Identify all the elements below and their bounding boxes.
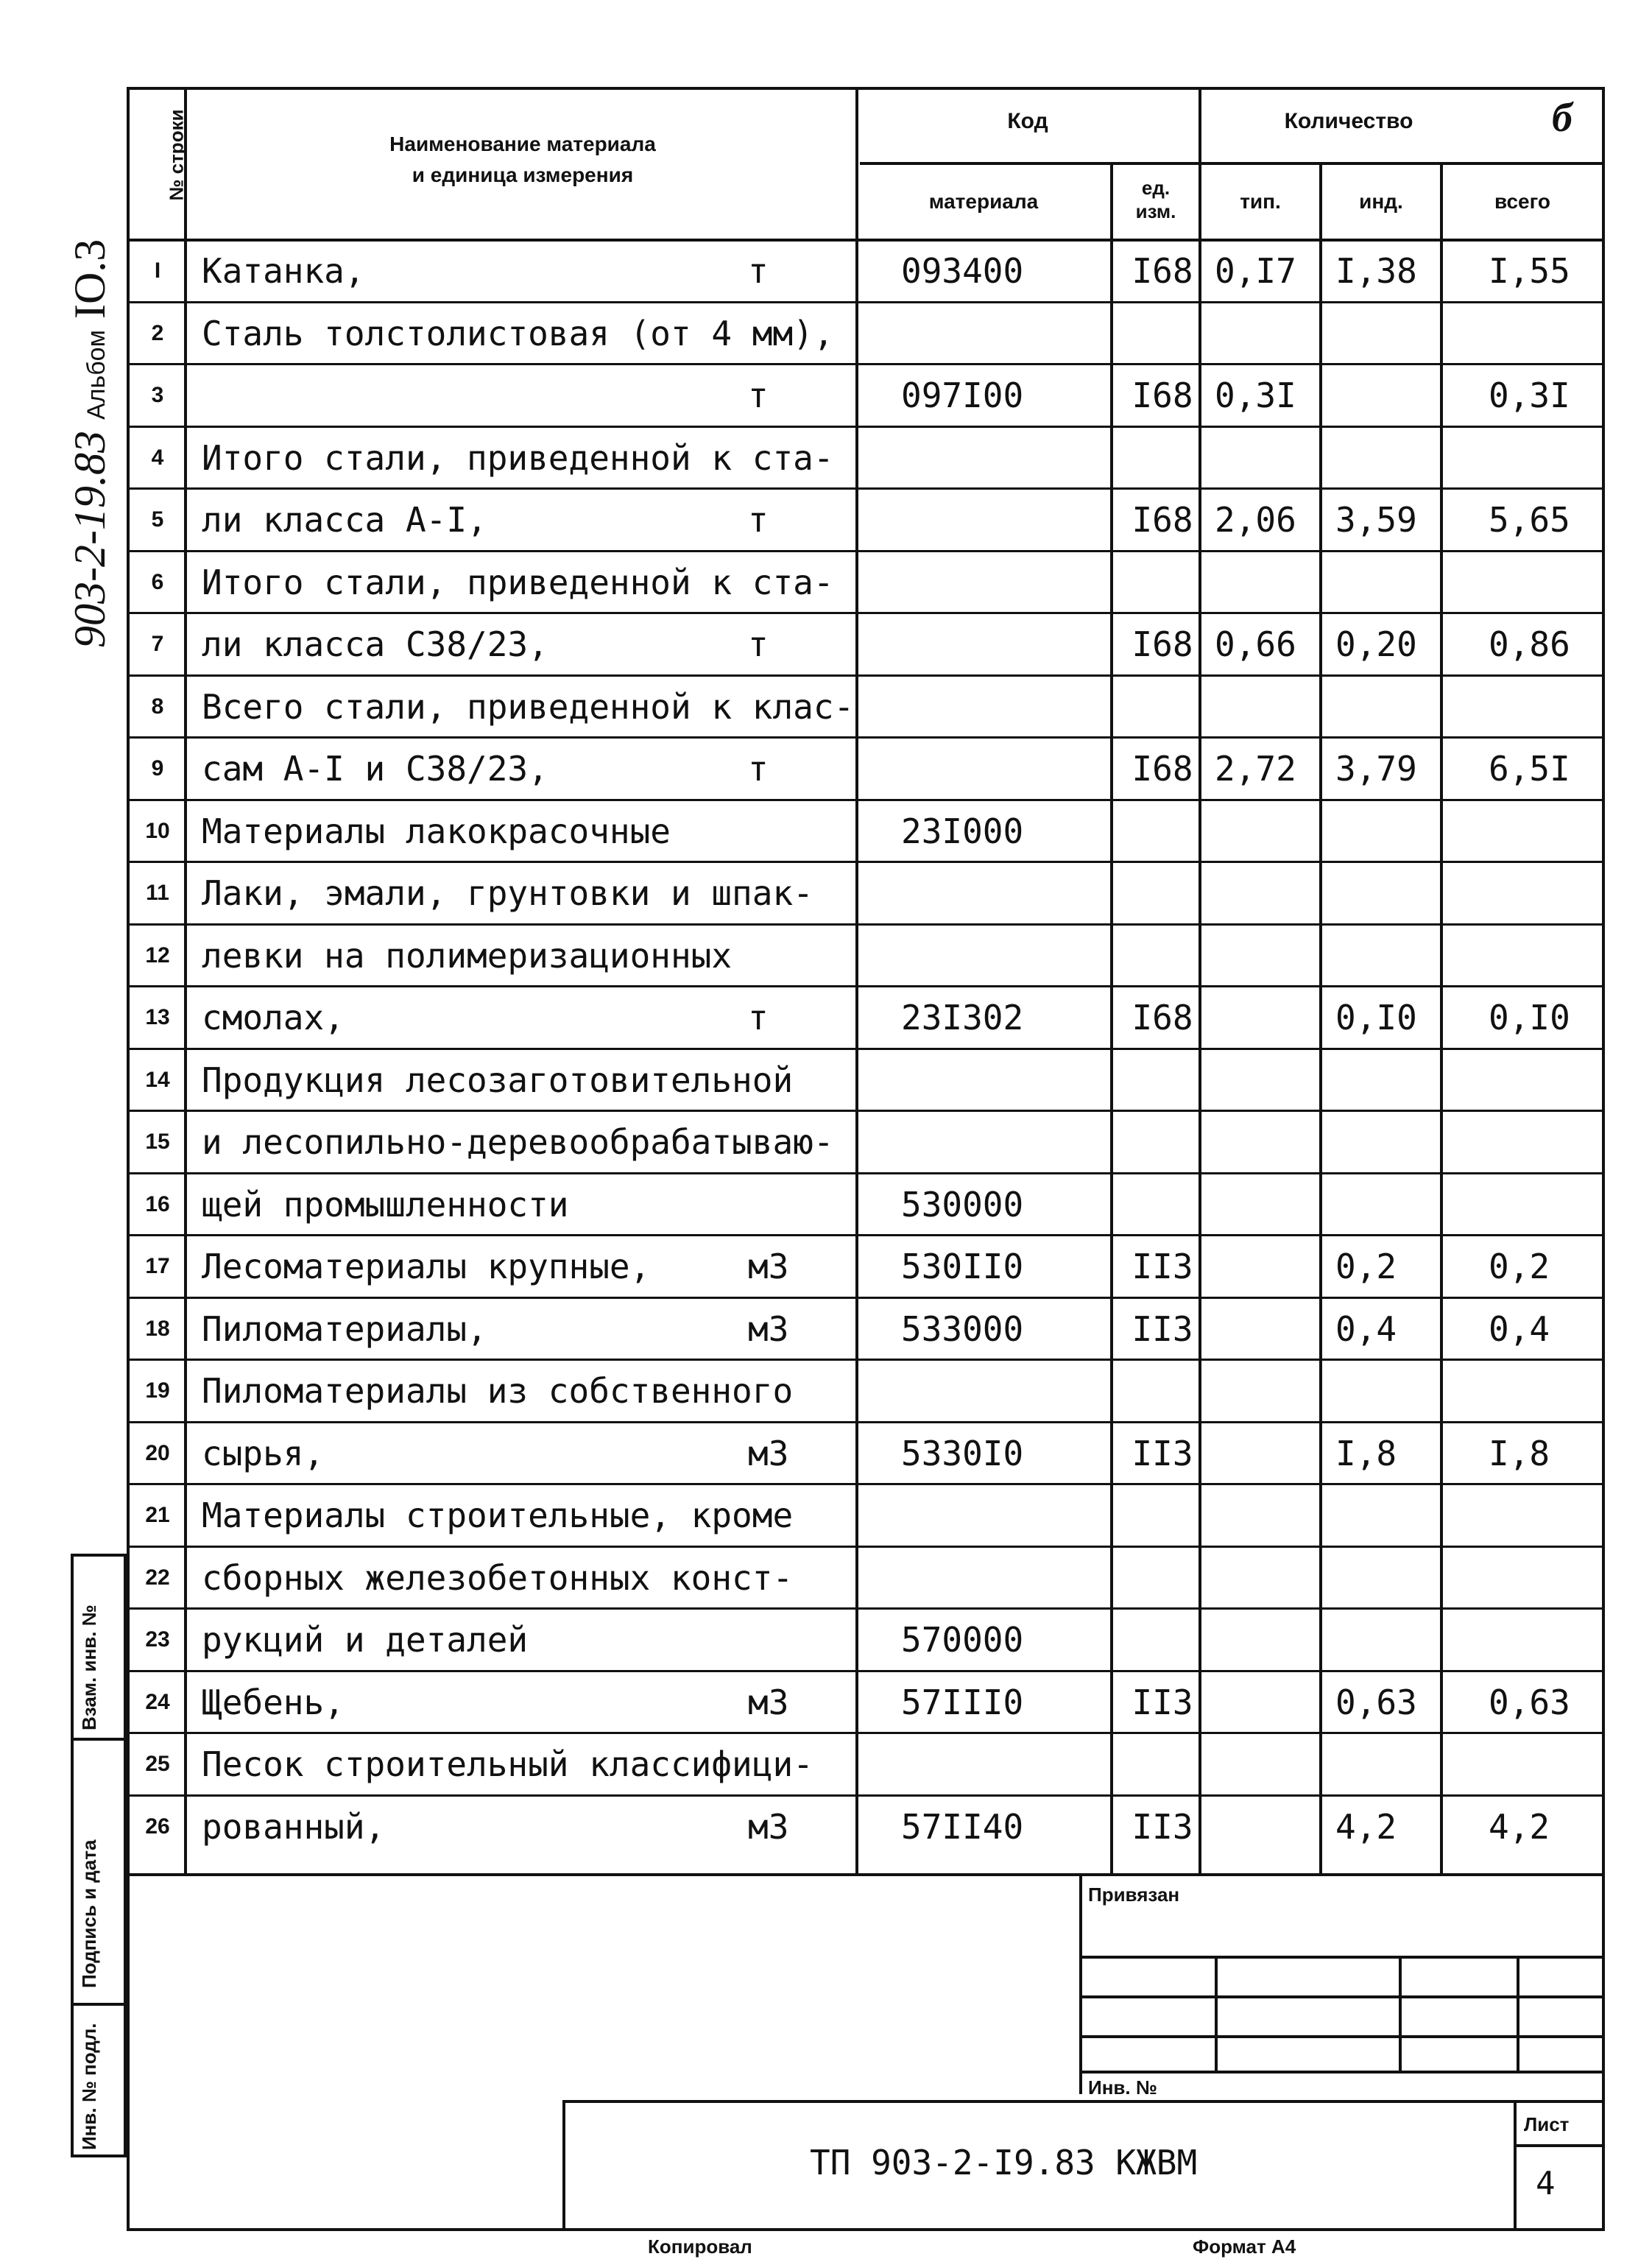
header-code-group: Код	[1007, 109, 1048, 133]
row-number: 9	[151, 756, 164, 781]
row-qty-tip: 0,I7	[1215, 251, 1296, 292]
row-unit-code	[1115, 1547, 1210, 1610]
table-row	[130, 1298, 1602, 1361]
row-qty-total: I,55	[1489, 251, 1570, 292]
row-qty-ind	[1335, 1360, 1461, 1423]
row-code: 570000	[901, 1620, 1024, 1660]
left-margin-h2	[71, 2003, 130, 2006]
row-qty-tip	[1215, 862, 1325, 925]
row-code: 23I302	[901, 998, 1024, 1038]
row-number: 17	[145, 1254, 170, 1279]
row-number: 11	[146, 881, 169, 906]
row-qty-total: 5,65	[1489, 500, 1570, 540]
row-number: 18	[145, 1316, 170, 1341]
row-unit	[748, 427, 851, 490]
table-bottom-line	[130, 1873, 1602, 1876]
row-unit-code	[1115, 552, 1210, 614]
stamp-sheet-mid	[1514, 2144, 1602, 2147]
row-qty-tip	[1215, 303, 1325, 365]
row-unit	[748, 862, 851, 925]
row-qty-total	[1478, 1547, 1621, 1610]
stamp-sheet-left	[1514, 2100, 1517, 2230]
row-qty-tip	[1215, 987, 1325, 1049]
row-qty-tip: 2,06	[1215, 500, 1296, 540]
footer-copied: Копировал	[648, 2235, 752, 2258]
row-unit: т	[748, 376, 769, 416]
row-name: Пиломатериалы,	[202, 1308, 487, 1349]
row-unit: т	[748, 749, 769, 789]
row-qty-tip	[1215, 1111, 1325, 1174]
row-number: 5	[151, 507, 164, 532]
row-name: и лесопильно-деревообрабатываю-	[202, 1122, 834, 1163]
row-number: 14	[145, 1067, 170, 1092]
row-number: 3	[151, 383, 164, 408]
stamp-h1	[1079, 1956, 1602, 1959]
row-unit-code: II3	[1132, 1433, 1193, 1473]
row-unit	[748, 1547, 851, 1610]
row-qty-total: 0,3I	[1489, 376, 1570, 416]
row-unit-code	[1115, 1111, 1210, 1174]
row-name: щей промышленности	[202, 1184, 569, 1225]
row-qty-total: I,8	[1489, 1433, 1550, 1473]
row-qty-tip	[1215, 1174, 1325, 1236]
row-qty-tip	[1215, 552, 1325, 614]
row-unit-code	[1115, 1174, 1210, 1236]
row-code: 097I00	[901, 376, 1024, 416]
row-qty-total	[1478, 800, 1621, 863]
table-row	[130, 1049, 1602, 1112]
stamp-sheet-label: Лист	[1524, 2113, 1570, 2135]
row-qty-ind	[1335, 1484, 1461, 1547]
row-name: рукций и деталей	[202, 1620, 529, 1660]
row-unit	[748, 1609, 851, 1671]
row-qty-total: 0,63	[1489, 1682, 1570, 1722]
row-name: левки на полимеризационных	[202, 935, 733, 976]
table-row	[130, 1111, 1602, 1174]
row-qty-ind	[1335, 862, 1461, 925]
row-name: Материалы строительные, кроме	[202, 1495, 794, 1536]
row-code: 5330I0	[901, 1433, 1024, 1473]
row-qty-ind	[1335, 364, 1461, 427]
row-name: Продукция лесозаготовительной	[202, 1060, 794, 1100]
left-margin-h1	[71, 1738, 130, 1741]
stamp-h4	[1079, 2071, 1602, 2074]
row-qty-tip	[1215, 427, 1325, 490]
row-number: 16	[145, 1191, 170, 1216]
row-qty-ind	[1335, 1049, 1461, 1112]
row-code: 23I000	[901, 811, 1024, 851]
row-unit	[748, 1733, 851, 1796]
row-qty-tip	[1215, 1671, 1325, 1734]
row-qty-total: 4,2	[1489, 1806, 1550, 1847]
row-unit-code	[1115, 800, 1210, 863]
row-number: 2	[151, 320, 164, 345]
row-qty-total	[1478, 1360, 1621, 1423]
row-qty-ind	[1335, 552, 1461, 614]
row-name: Щебень,	[202, 1682, 345, 1722]
row-unit	[748, 303, 851, 365]
table-row	[130, 800, 1602, 863]
table-row	[130, 240, 1602, 303]
row-qty-total	[1478, 303, 1621, 365]
row-number: 7	[151, 632, 164, 657]
row-number: 10	[145, 818, 170, 843]
footer-format: Формат А4	[1193, 2235, 1296, 2258]
row-qty-ind	[1335, 1547, 1461, 1610]
table-row	[130, 1733, 1602, 1796]
row-qty-tip	[1215, 1796, 1325, 1858]
row-unit	[748, 1360, 851, 1423]
row-qty-total	[1478, 862, 1621, 925]
row-unit-code: I68	[1132, 251, 1193, 292]
row-name: Итого стали, приведенной к ста-	[202, 437, 834, 478]
header-code-unit-1: ед.	[1141, 177, 1171, 199]
row-qty-total	[1478, 676, 1621, 739]
row-qty-ind: 4,2	[1335, 1806, 1397, 1847]
header-col-name-2: и единица измерения	[412, 163, 634, 186]
row-number: 12	[145, 942, 170, 968]
row-qty-tip	[1215, 1609, 1325, 1671]
row-unit: м3	[748, 1247, 789, 1287]
table-row	[130, 1423, 1602, 1485]
table-row	[130, 1671, 1602, 1734]
stamp-sheet-number: 4	[1536, 2165, 1556, 2202]
row-name: Всего стали, приведенной к клас-	[202, 686, 855, 727]
row-qty-total	[1478, 427, 1621, 490]
table-row	[130, 1484, 1602, 1547]
row-qty-total	[1478, 552, 1621, 614]
row-name: Песок строительный классифици-	[202, 1744, 813, 1785]
row-unit	[748, 676, 851, 739]
row-qty-ind	[1335, 676, 1461, 739]
row-name: Материалы лакокрасочные	[202, 811, 671, 851]
row-name: сборных железобетонных конст-	[202, 1557, 794, 1598]
header-qty-ind: инд.	[1359, 190, 1403, 213]
page-mark: б	[1552, 95, 1572, 141]
table-row	[130, 925, 1602, 987]
stamp-h2	[1079, 1995, 1602, 1998]
stamp-privyazan: Привязан	[1088, 1884, 1180, 1906]
row-unit-code	[1115, 1360, 1210, 1423]
row-number: 8	[151, 694, 164, 719]
row-code: 530000	[901, 1184, 1024, 1225]
row-unit	[748, 1484, 851, 1547]
table-row	[130, 1609, 1602, 1671]
row-qty-ind	[1335, 800, 1461, 863]
row-number: 26	[145, 1814, 170, 1839]
row-qty-ind	[1335, 427, 1461, 490]
row-code: 57III0	[901, 1682, 1024, 1722]
row-qty-tip: 0,66	[1215, 624, 1296, 665]
stamp-main-top	[562, 2100, 1602, 2103]
stamp-v1	[1215, 1956, 1218, 2071]
stamp-h3	[1079, 2035, 1602, 2038]
header-qty-total: всего	[1494, 190, 1551, 213]
row-qty-ind: 0,4	[1335, 1308, 1397, 1349]
row-qty-ind: 0,I0	[1335, 998, 1417, 1038]
row-qty-total	[1478, 1174, 1621, 1236]
album-label	[65, 239, 116, 648]
row-unit: м3	[748, 1433, 789, 1473]
row-unit-code	[1115, 1609, 1210, 1671]
row-unit-code	[1115, 303, 1210, 365]
row-qty-ind: 0,2	[1335, 1247, 1397, 1287]
row-number: 24	[145, 1689, 170, 1714]
row-qty-total	[1478, 1733, 1621, 1796]
album-volume: IO.3	[66, 239, 114, 320]
row-unit: т	[748, 998, 769, 1038]
table-row	[130, 862, 1602, 925]
row-unit: м3	[748, 1308, 789, 1349]
row-unit: т	[748, 251, 769, 292]
row-qty-tip	[1215, 1484, 1325, 1547]
left-margin-inv-orig: Инв. № подл.	[78, 2023, 100, 2150]
row-name: Катанка,	[202, 251, 365, 292]
row-qty-total: 6,5I	[1489, 749, 1570, 789]
row-qty-ind	[1335, 1609, 1461, 1671]
table-row	[130, 303, 1602, 365]
row-qty-total	[1478, 1484, 1621, 1547]
row-code: 57II40	[901, 1806, 1024, 1847]
row-unit-code	[1115, 862, 1210, 925]
row-number: 25	[145, 1752, 170, 1777]
row-name: сырья,	[202, 1433, 325, 1473]
row-number: 4	[151, 445, 164, 470]
row-unit-code: I68	[1132, 376, 1193, 416]
row-qty-tip	[1215, 1049, 1325, 1112]
stamp-main-left	[562, 2100, 565, 2230]
row-name: Лаки, эмали, грунтовки и шпак-	[202, 873, 813, 914]
row-qty-total	[1478, 1111, 1621, 1174]
row-number: 20	[145, 1440, 170, 1465]
row-code: 093400	[901, 251, 1024, 292]
row-qty-ind	[1335, 925, 1461, 987]
row-unit: т	[748, 500, 769, 540]
row-qty-tip: 0,3I	[1215, 376, 1296, 416]
row-qty-tip	[1215, 1423, 1325, 1485]
row-qty-ind	[1335, 1111, 1461, 1174]
header-col-num: № строки	[165, 109, 188, 201]
row-qty-tip	[1215, 925, 1325, 987]
row-qty-total: 0,2	[1489, 1247, 1550, 1287]
row-qty-total	[1478, 1609, 1621, 1671]
table-row	[130, 1796, 1602, 1858]
row-unit-code: II3	[1132, 1682, 1193, 1722]
stamp-v2	[1399, 1956, 1402, 2071]
left-margin-signature: Подпись и дата	[78, 1839, 100, 1988]
row-unit-code	[1115, 925, 1210, 987]
row-number: 21	[145, 1503, 170, 1528]
row-qty-ind	[1335, 1174, 1461, 1236]
row-number: I	[154, 258, 161, 283]
row-qty-ind: 0,63	[1335, 1682, 1417, 1722]
row-unit: м3	[748, 1806, 789, 1847]
row-name: Итого стали, приведенной к ста-	[202, 562, 834, 602]
header-code-unit-2: изм.	[1135, 200, 1176, 222]
left-margin-replace-inv: Взам. инв. №	[78, 1604, 100, 1730]
row-name: сам А-I и С38/23,	[202, 749, 548, 789]
table-row	[130, 738, 1602, 800]
row-unit-code: I68	[1132, 998, 1193, 1038]
row-unit	[748, 1174, 851, 1236]
row-name: ли класса А-I,	[202, 500, 487, 540]
row-name: Сталь толстолистовая (от 4 мм),	[202, 313, 834, 353]
stamp-inv-no: Инв. №	[1088, 2076, 1157, 2099]
row-number: 6	[151, 569, 164, 594]
row-qty-total: 0,I0	[1489, 998, 1570, 1038]
row-code: 533000	[901, 1308, 1024, 1349]
table-row	[130, 427, 1602, 490]
row-unit-code	[1115, 1049, 1210, 1112]
row-qty-tip	[1215, 1236, 1325, 1298]
row-qty-total	[1478, 925, 1621, 987]
row-qty-tip: 2,72	[1215, 749, 1296, 789]
table-row	[130, 1360, 1602, 1423]
row-unit: т	[748, 624, 769, 665]
table-row	[130, 987, 1602, 1049]
row-qty-tip	[1215, 1733, 1325, 1796]
row-qty-ind	[1335, 303, 1461, 365]
table-row	[130, 1547, 1602, 1610]
row-unit-code	[1115, 676, 1210, 739]
table-row	[130, 1174, 1602, 1236]
table-row	[130, 364, 1602, 427]
row-code: 530II0	[901, 1247, 1024, 1287]
row-unit-code	[1115, 1484, 1210, 1547]
row-qty-ind: I,38	[1335, 251, 1417, 292]
stamp-doc-code: ТП 903-2-I9.83 КЖВМ	[810, 2143, 1198, 2182]
row-unit-code: I68	[1132, 624, 1193, 665]
row-qty-tip	[1215, 676, 1325, 739]
row-qty-total: 0,86	[1489, 624, 1570, 665]
table-row	[130, 676, 1602, 739]
row-qty-total: 0,4	[1489, 1308, 1550, 1349]
row-number: 23	[145, 1627, 170, 1652]
row-number: 22	[145, 1565, 170, 1590]
stamp-vline-left	[1079, 1873, 1082, 2094]
row-unit	[748, 552, 851, 614]
row-unit: м3	[748, 1682, 789, 1722]
row-unit-code: II3	[1132, 1247, 1193, 1287]
row-unit-code: II3	[1132, 1806, 1193, 1847]
row-unit-code: II3	[1132, 1308, 1193, 1349]
stamp-v3	[1517, 1956, 1519, 2071]
row-name: рованный,	[202, 1806, 386, 1847]
row-unit-code	[1115, 1733, 1210, 1796]
table-row	[130, 613, 1602, 676]
header-code-material: материала	[928, 190, 1039, 213]
header-mid-line	[860, 162, 1602, 165]
row-unit-code: I68	[1132, 500, 1193, 540]
header-col-name-1: Наименование материала	[389, 133, 656, 155]
row-number: 13	[145, 1005, 170, 1030]
row-unit	[748, 1111, 851, 1174]
row-name: смолах,	[202, 998, 345, 1038]
row-qty-ind: I,8	[1335, 1433, 1397, 1473]
row-name: Пиломатериалы из собственного	[202, 1371, 794, 1412]
row-qty-total	[1478, 1049, 1621, 1112]
row-qty-ind: 0,20	[1335, 624, 1417, 665]
row-number: 15	[145, 1130, 170, 1155]
row-unit	[748, 1049, 851, 1112]
album-number: 903-2-19.83	[66, 431, 114, 648]
row-unit-code	[1115, 427, 1210, 490]
table-row	[130, 1236, 1602, 1298]
row-unit-code: I68	[1132, 749, 1193, 789]
row-qty-tip	[1215, 1360, 1325, 1423]
row-unit	[748, 800, 851, 863]
album-word: Альбом	[82, 330, 110, 420]
row-qty-ind: 3,79	[1335, 749, 1417, 789]
row-unit	[748, 925, 851, 987]
row-qty-tip	[1215, 800, 1325, 863]
header-qty-group: Количество	[1284, 109, 1413, 133]
row-name: ли класса С38/23,	[202, 624, 548, 665]
row-qty-ind: 3,59	[1335, 500, 1417, 540]
row-name: Лесоматериалы крупные,	[202, 1247, 651, 1287]
row-qty-tip	[1215, 1547, 1325, 1610]
row-qty-tip	[1215, 1298, 1325, 1361]
table-row	[130, 489, 1602, 552]
row-number: 19	[145, 1378, 170, 1403]
row-qty-ind	[1335, 1733, 1461, 1796]
table-row	[130, 552, 1602, 614]
header-qty-tip: тип.	[1240, 190, 1281, 213]
